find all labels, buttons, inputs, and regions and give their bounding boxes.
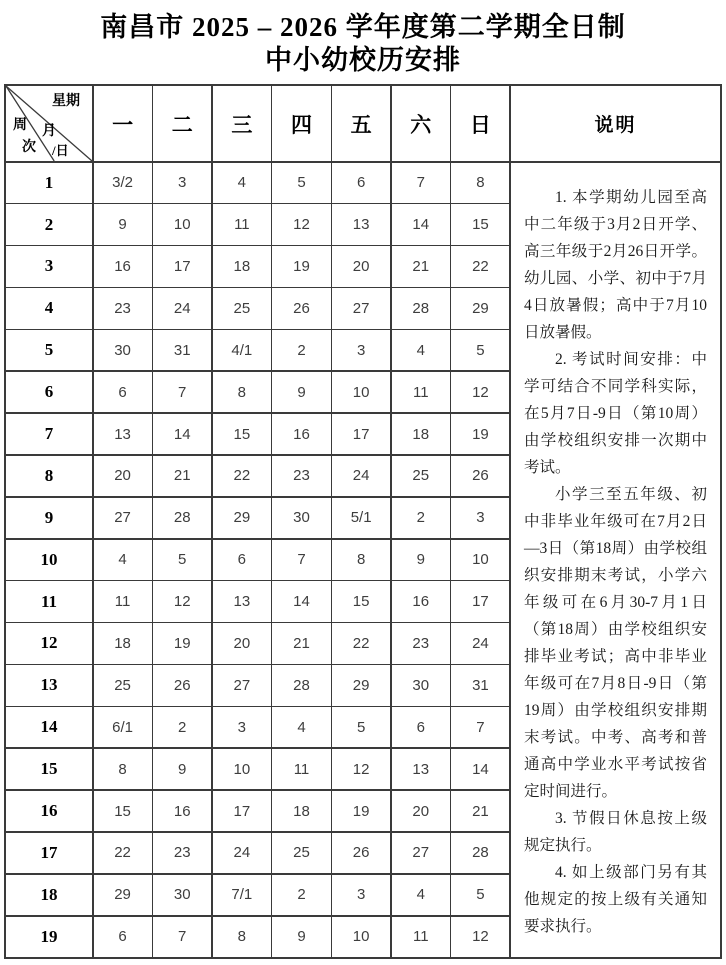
note-paragraph: 4. 如上级部门另有其他规定的按上级有关通知要求执行。	[523, 863, 707, 935]
date-cell: 28	[272, 665, 330, 705]
date-cell: 18	[94, 623, 152, 663]
date-cell: 4	[213, 163, 271, 203]
date-cell: 9	[272, 372, 330, 412]
date-cell: 2	[272, 330, 330, 370]
date-cell: 14	[272, 581, 330, 621]
date-cell: 4	[392, 330, 450, 370]
date-cell: 27	[332, 288, 390, 328]
date-cell: 24	[213, 833, 271, 873]
date-cell: 30	[392, 665, 450, 705]
date-cell: 11	[94, 581, 152, 621]
date-cell: 7	[272, 540, 330, 580]
date-cell: 4	[94, 540, 152, 580]
date-cell: 12	[332, 749, 390, 789]
date-cell: 12	[272, 204, 330, 244]
date-cell: 30	[153, 875, 211, 915]
date-cell: 20	[213, 623, 271, 663]
date-cell: 30	[272, 498, 330, 538]
date-cell: 9	[153, 749, 211, 789]
col-header-sun: 日	[451, 86, 509, 161]
date-cell: 9	[272, 917, 330, 957]
corner-header-cell	[6, 86, 92, 161]
date-cell: 15	[213, 414, 271, 454]
date-cell: 3	[213, 707, 271, 747]
date-cell: 14	[392, 204, 450, 244]
corner-label-week-char2: 次	[22, 140, 36, 155]
corner-label-weekday: 星期	[52, 94, 80, 109]
date-cell: 25	[272, 833, 330, 873]
week-number: 11	[6, 581, 92, 621]
date-cell: 16	[392, 581, 450, 621]
date-cell: 5	[272, 163, 330, 203]
date-cell: 20	[332, 246, 390, 286]
week-number: 7	[6, 414, 92, 454]
date-cell: 14	[451, 749, 509, 789]
date-cell: 13	[94, 414, 152, 454]
date-cell: 13	[392, 749, 450, 789]
week-number: 2	[6, 204, 92, 244]
date-cell: 23	[392, 623, 450, 663]
date-cell: 10	[153, 204, 211, 244]
date-cell: 25	[392, 456, 450, 496]
date-cell: 10	[451, 540, 509, 580]
date-cell: 29	[332, 665, 390, 705]
corner-label-week-char1: 周	[13, 118, 27, 133]
corner-label-day: /日	[52, 143, 69, 158]
date-cell: 27	[94, 498, 152, 538]
date-cell: 12	[451, 917, 509, 957]
note-paragraph: 1. 本学期幼儿园至高中二年级于3月2日开学、高三年级于2月26日开学。幼儿园、小学、初中于7月4日放暑假；高中于7月10日放暑假。	[523, 188, 707, 341]
date-cell: 21	[153, 456, 211, 496]
date-cell: 19	[451, 414, 509, 454]
date-cell: 24	[451, 623, 509, 663]
date-cell: 3	[332, 330, 390, 370]
col-header-thu: 四	[272, 86, 330, 161]
date-cell: 4	[392, 875, 450, 915]
page-title-line2: 中小幼校历安排	[265, 44, 461, 75]
date-cell: 20	[94, 456, 152, 496]
date-cell: 5/1	[332, 498, 390, 538]
week-number: 16	[6, 791, 92, 831]
date-cell: 25	[94, 665, 152, 705]
date-cell: 16	[94, 246, 152, 286]
week-number: 18	[6, 875, 92, 915]
date-cell: 15	[451, 204, 509, 244]
date-cell: 20	[392, 791, 450, 831]
date-cell: 5	[153, 540, 211, 580]
date-cell: 21	[272, 623, 330, 663]
date-cell: 11	[213, 204, 271, 244]
date-cell: 2	[153, 707, 211, 747]
date-cell: 23	[94, 288, 152, 328]
page-title	[0, 0, 726, 77]
week-number: 19	[6, 917, 92, 957]
date-cell: 15	[94, 791, 152, 831]
date-cell: 3	[451, 498, 509, 538]
date-cell: 17	[153, 246, 211, 286]
week-number: 12	[6, 623, 92, 663]
date-cell: 25	[213, 288, 271, 328]
date-cell: 12	[451, 372, 509, 412]
col-header-fri: 五	[332, 86, 390, 161]
date-cell: 21	[451, 791, 509, 831]
date-cell: 28	[451, 833, 509, 873]
week-number: 17	[6, 833, 92, 873]
date-cell: 22	[213, 456, 271, 496]
week-number: 9	[6, 498, 92, 538]
date-cell: 6	[332, 163, 390, 203]
date-cell: 19	[153, 623, 211, 663]
date-cell: 26	[332, 833, 390, 873]
note-paragraph: 小学三至五年级、初中非毕业年级可在7月2日—3日（第18周）由学校组织安排期末考试，小学六年级可在6月30-7月1日（第18周）由学校组织安排毕业考试；高中非毕业年级可在7月8日-9日（第19周）由学校组织安排期末考试。中考、高考和普通高中学业水平考试按省定时间进行。	[523, 485, 707, 800]
date-cell: 16	[153, 791, 211, 831]
date-cell: 16	[272, 414, 330, 454]
date-cell: 3	[153, 163, 211, 203]
date-cell: 31	[451, 665, 509, 705]
date-cell: 11	[392, 917, 450, 957]
date-cell: 6	[213, 540, 271, 580]
col-header-tue: 二	[153, 86, 211, 161]
week-number: 4	[6, 288, 92, 328]
date-cell: 10	[213, 749, 271, 789]
note-paragraph: 2. 考试时间安排：中学可结合不同学科实际，在5月7日-9日（第10周）由学校组织安排一次期中考试。	[523, 350, 707, 476]
date-cell: 13	[213, 581, 271, 621]
date-cell: 3	[332, 875, 390, 915]
date-cell: 14	[153, 414, 211, 454]
date-cell: 31	[153, 330, 211, 370]
date-cell: 7	[392, 163, 450, 203]
date-cell: 9	[94, 204, 152, 244]
week-number: 8	[6, 456, 92, 496]
date-cell: 18	[272, 791, 330, 831]
date-cell: 5	[451, 330, 509, 370]
date-cell: 6	[94, 917, 152, 957]
week-number: 10	[6, 540, 92, 580]
corner-label-month: 月	[42, 124, 56, 139]
date-cell: 12	[153, 581, 211, 621]
date-cell: 7/1	[213, 875, 271, 915]
date-cell: 24	[332, 456, 390, 496]
page-title-line1: 南昌市 2025 – 2026 学年度第二学期全日制	[100, 12, 626, 42]
date-cell: 18	[213, 246, 271, 286]
date-cell: 22	[451, 246, 509, 286]
date-cell: 6	[392, 707, 450, 747]
date-cell: 15	[332, 581, 390, 621]
date-cell: 26	[272, 288, 330, 328]
col-header-mon: 一	[94, 86, 152, 161]
date-cell: 29	[451, 288, 509, 328]
date-cell: 22	[332, 623, 390, 663]
col-header-notes: 说明	[511, 86, 720, 161]
date-cell: 5	[332, 707, 390, 747]
date-cell: 21	[392, 246, 450, 286]
date-cell: 8	[213, 372, 271, 412]
date-cell: 5	[451, 875, 509, 915]
week-number: 14	[6, 707, 92, 747]
date-cell: 17	[332, 414, 390, 454]
date-cell: 26	[451, 456, 509, 496]
notes-cell	[511, 163, 720, 957]
date-cell: 27	[213, 665, 271, 705]
date-cell: 8	[94, 749, 152, 789]
date-cell: 26	[153, 665, 211, 705]
date-cell: 23	[153, 833, 211, 873]
date-cell: 29	[213, 498, 271, 538]
week-number: 6	[6, 372, 92, 412]
note-paragraph: 3. 节假日休息按上级规定执行。	[523, 809, 707, 854]
date-cell: 10	[332, 372, 390, 412]
date-cell: 22	[94, 833, 152, 873]
date-cell: 6	[94, 372, 152, 412]
date-cell: 19	[332, 791, 390, 831]
week-number: 13	[6, 665, 92, 705]
date-cell: 17	[451, 581, 509, 621]
date-cell: 11	[392, 372, 450, 412]
date-cell: 7	[153, 372, 211, 412]
date-cell: 11	[272, 749, 330, 789]
date-cell: 24	[153, 288, 211, 328]
date-cell: 18	[392, 414, 450, 454]
col-header-wed: 三	[213, 86, 271, 161]
date-cell: 6/1	[94, 707, 152, 747]
week-number: 5	[6, 330, 92, 370]
date-cell: 4	[272, 707, 330, 747]
date-cell: 17	[213, 791, 271, 831]
date-cell: 10	[332, 917, 390, 957]
date-cell: 8	[332, 540, 390, 580]
date-cell: 7	[153, 917, 211, 957]
date-cell: 29	[94, 875, 152, 915]
date-cell: 8	[451, 163, 509, 203]
date-cell: 28	[392, 288, 450, 328]
date-cell: 30	[94, 330, 152, 370]
col-header-sat: 六	[392, 86, 450, 161]
date-cell: 28	[153, 498, 211, 538]
date-cell: 23	[272, 456, 330, 496]
date-cell: 8	[213, 917, 271, 957]
date-cell: 3/2	[94, 163, 152, 203]
date-cell: 9	[392, 540, 450, 580]
calendar-table	[4, 84, 722, 959]
date-cell: 13	[332, 204, 390, 244]
week-number: 3	[6, 246, 92, 286]
date-cell: 2	[392, 498, 450, 538]
date-cell: 7	[451, 707, 509, 747]
week-number: 15	[6, 749, 92, 789]
date-cell: 4/1	[213, 330, 271, 370]
date-cell: 19	[272, 246, 330, 286]
date-cell: 27	[392, 833, 450, 873]
date-cell: 2	[272, 875, 330, 915]
week-number: 1	[6, 163, 92, 203]
